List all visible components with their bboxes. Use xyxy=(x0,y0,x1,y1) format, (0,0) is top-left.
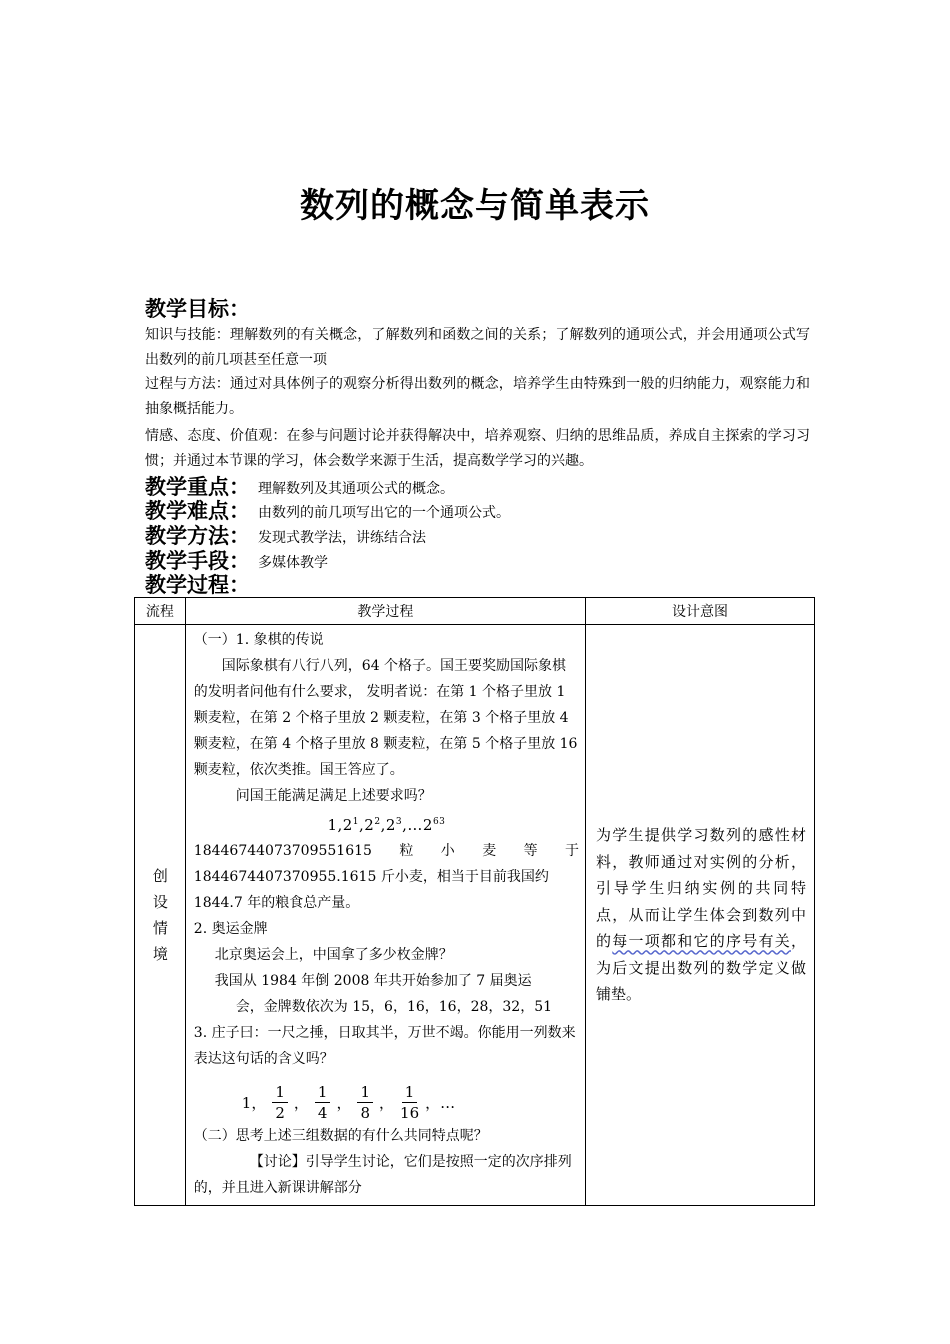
olympic-medals: 会，金牌数依次为 15，6，16，16，28，32，51 xyxy=(235,999,553,1015)
wheat-word-2: 小 xyxy=(440,843,455,859)
means-value: 多媒体教学 xyxy=(258,555,328,571)
chess-story: 国际象棋有八行八列，64 个格子。国王要奖励国际象棋的发明者问他有什么要求， 发明者说：在第 1 个格子里放 1 颗麦粒，在第 2 个格子里放 2 颗麦粒，在第 3 个格子里放 4 颗麦粒，在第 4 个格子里放 8 颗麦粒，在第 5 个格子里放 16 颗麦粒，依次类推。国王答应了。 xyxy=(193,658,578,778)
method-label: 教学方法： xyxy=(145,523,250,548)
key-point-value: 理解数列及其通项公式的概念。 xyxy=(258,481,454,497)
objective-knowledge: 知识与技能：理解数列的有关概念，了解数列和函数之间的关系；了解数列的通项公式，并会用通项公式写出数列的前几项甚至任意一项 xyxy=(145,327,810,368)
objective-emotion: 情感、态度、价值观：在参与问题讨论并获得解决中，培养观察、归纳的思维品质，养成自主探索的学习习惯；并通过本节课的学习，体会数学来源于生活，提高数学学习的兴趣。 xyxy=(145,428,810,469)
olympic-question: 北京奥运会上，中国拿了多少枚金牌？ xyxy=(214,947,453,963)
difficulty-value: 由数列的前几项写出它的一个通项公式。 xyxy=(258,505,510,521)
olympic-heading: 2. 奥运金牌 xyxy=(193,921,268,937)
power-sequence: $1,2^1,2^2,2^3,\dots 2^{63}$ xyxy=(327,816,446,834)
zhuangzi-quote: 3. 庄子曰：一尺之捶，日取其半，万世不竭。你能用一列数来表达这句话的含义吗？ xyxy=(193,1025,576,1067)
process-cell xyxy=(185,625,585,1206)
objectives-heading: 教学目标： xyxy=(145,296,250,321)
chess-heading: （一）1. 象棋的传说 xyxy=(193,632,324,648)
olympic-history: 我国从 1984 年倒 2008 年共开始参加了 7 届奥运 xyxy=(214,973,532,989)
chess-question: 问国王能满足满足上述要求吗？ xyxy=(235,788,432,804)
flow-label: 创设情境 xyxy=(152,867,168,963)
wheat-word-3: 麦 xyxy=(482,843,497,859)
header-design: 设计意图 xyxy=(586,598,815,625)
discussion: 【讨论】引导学生讨论，它们是按照一定的次序排列的，并且进入新课讲解部分 xyxy=(193,1154,572,1196)
table-row xyxy=(135,625,815,1206)
teaching-process-table xyxy=(134,597,815,1206)
key-point-label: 教学重点： xyxy=(145,474,250,499)
header-process: 教学过程 xyxy=(185,598,585,625)
design-text-1: 为学生提供学习数列的感性材料，教师通过对实例的分析，引导学生归纳实例的共同特点，从而让学生体会到数列中的 xyxy=(596,826,806,951)
objective-process: 过程与方法：通过对具体例子的观察分析得出数列的概念，培养学生由特殊到一般的归纳能力，观察能力和抽象概括能力。 xyxy=(145,376,810,417)
difficulty-label: 教学难点： xyxy=(145,498,250,523)
fraction-sequence: 1 ， $\frac{1}{2}$ ， $\frac{1}{4}$ ， $\frac{1}{8}$ ， $\frac{1}{16}$ ，… xyxy=(241,1083,456,1122)
design-text-2: ，为后文提出数列的数学定义做铺垫。 xyxy=(596,932,806,1004)
page-title: 数列的概念与简单表示 xyxy=(300,186,650,226)
design-text-highlight: 每一项都和它的序号有关 xyxy=(612,932,791,951)
wheat-word-5: 于 xyxy=(565,843,580,859)
design-cell xyxy=(586,625,815,1206)
think-question: （二）思考上述三组数据的有什么共同特点呢？ xyxy=(193,1128,488,1144)
wheat-word-4: 等 xyxy=(523,843,538,859)
flow-cell xyxy=(135,625,186,1206)
wheat-grains-number: 18446744073709551615 xyxy=(193,843,372,859)
wheat-word-1: 粒 xyxy=(399,843,414,859)
table-header-row xyxy=(135,598,815,625)
method-value: 发现式教学法，讲练结合法 xyxy=(258,530,426,546)
process-heading: 教学过程： xyxy=(145,572,250,597)
wheat-weight: 1844674407370955.1615 斤小麦，相当于目前我国约 1844.7 年的粮食总产量。 xyxy=(193,869,549,911)
means-label: 教学手段： xyxy=(145,548,250,573)
header-flow: 流程 xyxy=(135,598,186,625)
design-intent xyxy=(586,818,814,1012)
wheat-total-line xyxy=(194,838,579,864)
process-content xyxy=(186,625,585,1205)
